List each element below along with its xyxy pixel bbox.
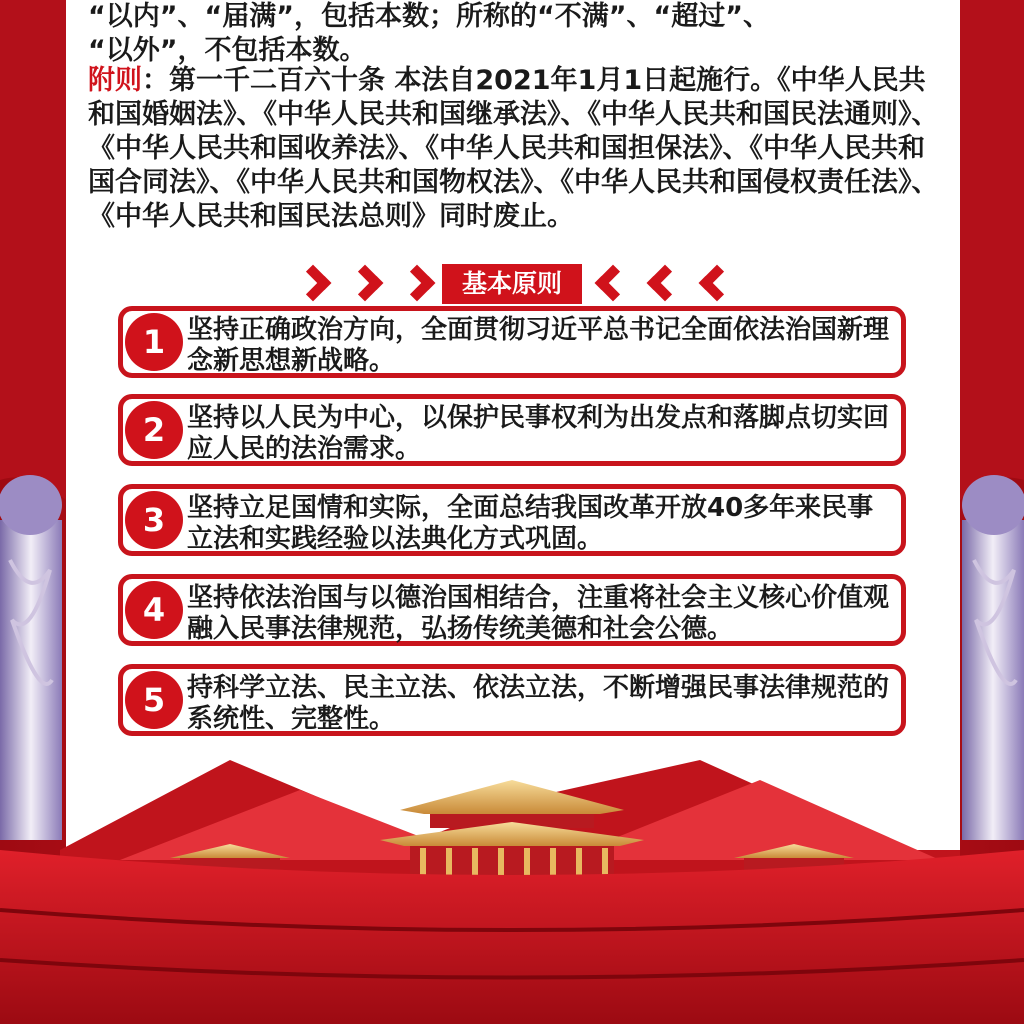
chevron-right-icon <box>399 265 436 302</box>
chevron-right-icon <box>347 265 384 302</box>
principle-text: 坚持依法治国与以德治国相结合，注重将社会主义核心价值观融入民事法律规范，弘扬传统美德和社会公德。 <box>187 583 890 644</box>
principle-number: 4 <box>125 581 183 639</box>
intro-line-1: “以内”、“届满”，包括本数；所称的“不满”、“超过”、 <box>88 1 770 32</box>
palace-illustration <box>0 740 1024 1024</box>
chevron-right-icon <box>295 265 332 302</box>
principle-number: 5 <box>125 671 183 729</box>
principle-item <box>118 664 906 736</box>
appendix-label: 附则 <box>88 65 142 96</box>
principle-number: 3 <box>125 491 183 549</box>
appendix-text: ：第一千二百六十条 本法自2021年1月1日起施行。《中华人民共和国婚姻法》、《中华人民共和国继承法》、《中华人民共和国民法通则》、《中华人民共和国收养法》、《中华人民共和国担保法》、《中华人民共和国合同法》、《中华人民共和国物权法》、《中华人民共和国侵权责任法》、《中华人民共和国民法总则》同时废止。 <box>88 65 939 232</box>
principle-text: 坚持以人民为中心，以保护民事权利为出发点和落脚点切实回应人民的法治需求。 <box>187 403 890 464</box>
principle-text: 持科学立法、民主立法、依法立法，不断增强民事法律规范的系统性、完整性。 <box>187 673 890 734</box>
principle-item <box>118 394 906 466</box>
intro-text <box>88 0 948 68</box>
principle-number: 1 <box>125 313 183 371</box>
intro-line-2: “以外”，不包括本数。 <box>88 35 367 66</box>
appendix-paragraph <box>88 64 948 234</box>
principle-text: 坚持立足国情和实际，全面总结我国改革开放40多年来民事立法和实践经验以法典化方式巩固。 <box>187 493 874 554</box>
principle-number: 2 <box>125 401 183 459</box>
principle-item <box>118 484 906 556</box>
principle-text: 坚持正确政治方向，全面贯彻习近平总书记全面依法治国新理念新思想新战略。 <box>187 315 890 376</box>
principle-item <box>118 574 906 646</box>
section-header <box>300 264 730 308</box>
principle-item <box>118 306 906 378</box>
section-title: 基本原则 <box>442 264 582 304</box>
chevron-left-icon <box>595 265 632 302</box>
chevron-left-icon <box>699 265 736 302</box>
chevron-left-icon <box>647 265 684 302</box>
